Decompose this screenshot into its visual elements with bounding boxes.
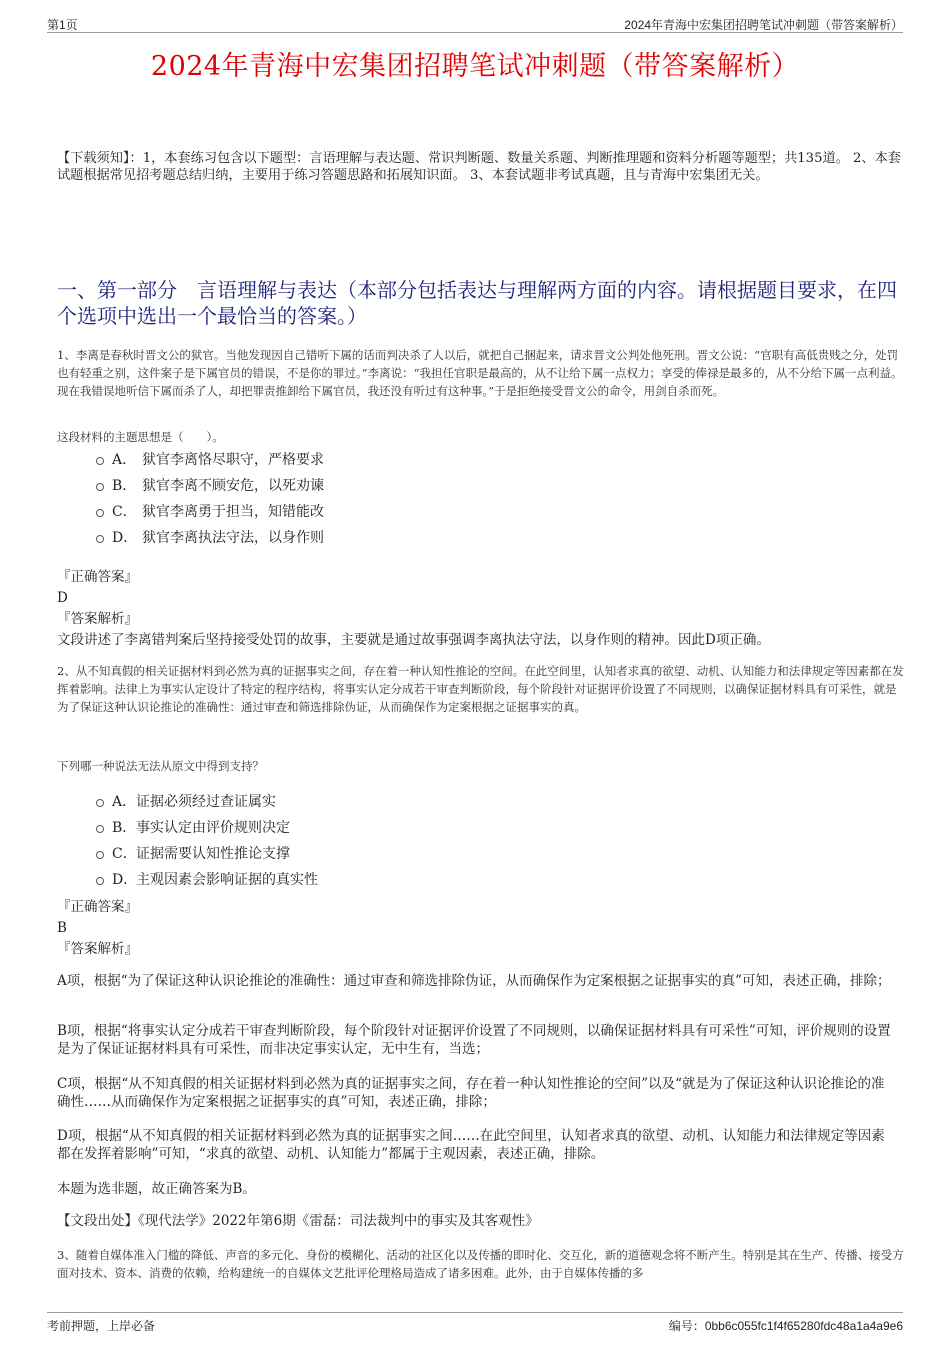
option-c[interactable]: C． 证据需要认知性推论支撑	[96, 840, 318, 866]
question-1-prompt: 这段材料的主题思想是（ ）。	[57, 430, 224, 444]
conclusion: 本题为选非题，故正确答案为B。	[57, 1181, 256, 1197]
option-d[interactable]: D． 狱官李离执法守法，以身作则	[96, 524, 324, 550]
radio-icon[interactable]	[96, 535, 104, 543]
analysis-a: A项，根据“为了保证这种认识论推论的准确性：通过审查和筛选排除伪证，从而确保作为定案根据之证据事实的真”可知，表述正确，排除；	[57, 973, 891, 989]
question-2-prompt: 下列哪一种说法无法从原文中得到支持？	[57, 759, 264, 773]
option-a[interactable]: A． 狱官李离恪尽职守，严格要求	[96, 446, 324, 472]
question-2-answer-block	[57, 897, 907, 960]
section-heading: 一、第一部分 言语理解与表达（本部分包括表达与理解两方面的内容。请根据题目要求，在四个选项中选出一个最恰当的答案。）	[57, 278, 897, 328]
analysis-d: D项，根据“从不知真假的相关证据材料到必然为真的证据事实之间……在此空间里，认知者求真的欲望、动机、认知能力和法律规定等因素都在发挥着影响”可知，“求真的欲望、动机、认知能力”都属于主观因素，表述正确，排除。	[57, 1128, 885, 1162]
radio-icon[interactable]	[96, 851, 104, 859]
analysis-label: 『答案解析』	[57, 611, 138, 627]
option-d[interactable]: D． 主观因素会影响证据的真实性	[96, 866, 318, 892]
document-title: 2024年青海中宏集团招聘笔试冲刺题（带答案解析）	[150, 51, 800, 82]
page-footer	[47, 1312, 903, 1333]
option-c[interactable]: C． 狱官李离勇于担当，知错能改	[96, 498, 324, 524]
answer-label: 『正确答案』	[57, 569, 138, 585]
question-3-text: 3、随着自媒体准入门槛的降低、声音的多元化、身份的模糊化、活动的社区化以及传播的即时化、交互化，新的道德观念将不断产生。特别是其在生产、传播、接受方面对技术、资本、消费的依赖，给构建统一的自媒体文艺批评伦理格局造成了诸多困难。此外，由于自媒体传播的多	[57, 1248, 904, 1280]
question-2-options	[96, 788, 318, 892]
answer-value: D	[57, 590, 68, 606]
download-notice: 【下载须知】：1，本套练习包含以下题型：言语理解与表达题、常识判断题、数量关系题、判断推理题和资料分析题等题型；共135道。 2、本套试题根据常见招考题总结归纳，主要用于练习答题思路和拓展知识面。 3、本套试题非考试真题，且与青海中宏集团无关。	[57, 151, 901, 183]
analysis-text: 文段讲述了李离错判案后坚持接受处罚的故事，主要就是通过故事强调李离执法守法，以身作则的精神。因此D项正确。	[57, 632, 770, 648]
page-header	[47, 14, 903, 33]
page-number: 第1页	[47, 18, 78, 32]
radio-icon[interactable]	[96, 509, 104, 517]
radio-icon[interactable]	[96, 483, 104, 491]
source-citation: 【文段出处】《现代法学》2022年第6期《雷磊：司法裁判中的事实及其客观性》	[57, 1213, 539, 1229]
radio-icon[interactable]	[96, 825, 104, 833]
footer-slogan: 考前押题，上岸必备	[47, 1319, 156, 1333]
question-1-text: 1、李离是春秋时晋文公的狱官。当他发现因自己错听下属的话而判决杀了人以后，就把自己捆起来，请求晋文公判处他死刑。晋文公说：“官职有高低贵贱之分，处罚也有轻重之别，这件案子是下属官员的错误，不是你的罪过。”李离说：“我担任官职是最高的，从不让给下属一点权力；享受的俸禄是最多的，从不分给下属一点利益。现在我错误地听信下属而杀了人，却把罪责推卸给下属官员，我还没有听过有这种事。”于是拒绝接受晋文公的命令，用剑自杀而死。	[57, 348, 903, 398]
option-b[interactable]: B． 事实认定由评价规则决定	[96, 814, 318, 840]
question-1-answer-block	[57, 567, 907, 651]
question-1-options	[96, 446, 324, 550]
radio-icon[interactable]	[96, 799, 104, 807]
option-a[interactable]: A． 证据必须经过查证属实	[96, 788, 318, 814]
analysis-b: B项，根据“将事实认定分成若干审查判断阶段，每个阶段针对证据评价设置了不同规则，以确保证据材料具有可采性”可知，评价规则的设置是为了保证证据材料具有可采性，而非决定事实认定，无中生有，当选；	[57, 1023, 891, 1057]
radio-icon[interactable]	[96, 457, 104, 465]
header-doc-title: 2024年青海中宏集团招聘笔试冲刺题（带答案解析）	[624, 18, 903, 32]
analysis-c: C项，根据“从不知真假的相关证据材料到必然为真的证据事实之间，存在着一种认知性推论的空间”以及“就是为了保证这种认识论推论的准确性……从而确保作为定案根据之证据事实的真”可知，表述正确，排除；	[57, 1076, 885, 1110]
answer-value: B	[57, 920, 67, 936]
footer-code: 编号：0bb6c055fc1f4f65280fdc48a1a4a9e6	[668, 1319, 903, 1333]
analysis-label: 『答案解析』	[57, 941, 138, 957]
option-b[interactable]: B． 狱官李离不顾安危，以死劝谏	[96, 472, 324, 498]
answer-label: 『正确答案』	[57, 899, 138, 915]
radio-icon[interactable]	[96, 877, 104, 885]
question-2-text: 2、从不知真假的相关证据材料到必然为真的证据事实之间，存在着一种认知性推论的空间。在此空间里，认知者求真的欲望、动机、认知能力和法律规定等因素都在发挥着影响。法律上为事实认定设计了特定的程序结构，将事实认定分成若干审查判断阶段，每个阶段针对证据评价设置了不同规则，以确保证据材料具有可采性，就是为了保证这种认识论推论的准确性：通过审查和筛选排除伪证，从而确保作为定案根据之证据事实的真。	[57, 664, 904, 714]
